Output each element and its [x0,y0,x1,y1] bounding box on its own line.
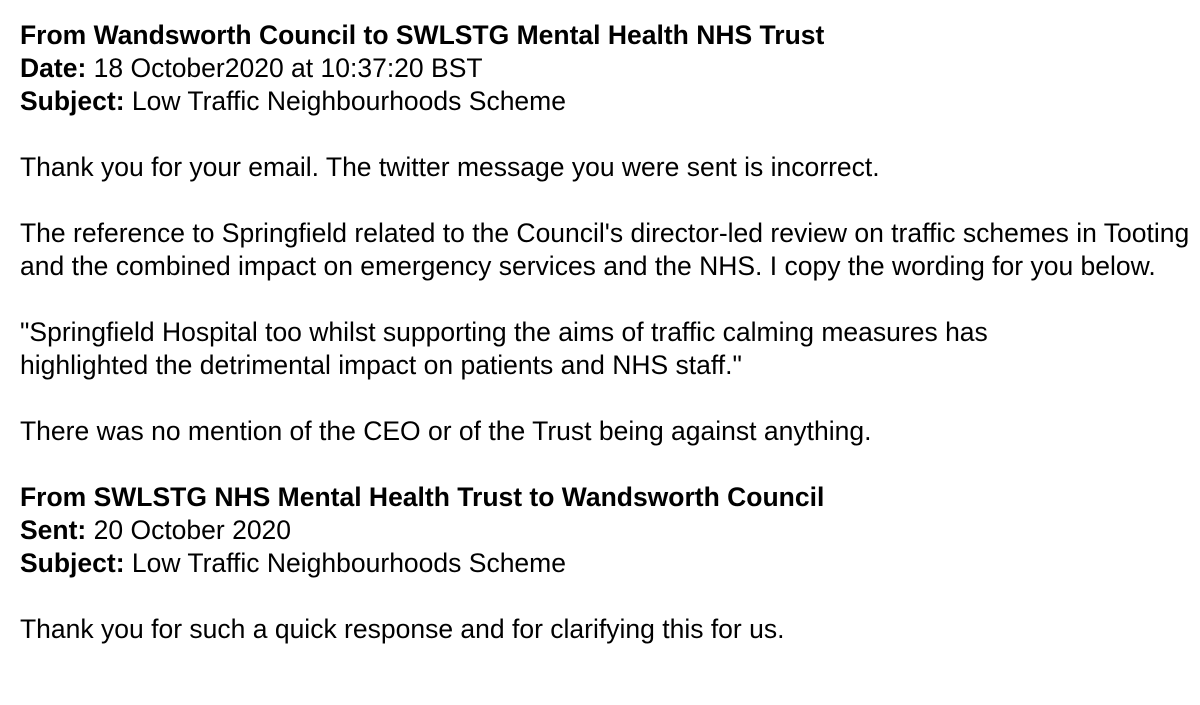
body-paragraph: There was no mention of the CEO or of the Trust being against anything. [20,416,872,446]
body-paragraph: The reference to Springfield related to the Council's director-led review on traffic schemes in Tooting and the combined impact on emergency services and the NHS. I copy the wording for you below. [20,218,1190,281]
body-paragraph: Thank you for such a quick response and for clarifying this for us. [20,614,785,644]
sent-value: 20 October 2020 [86,515,292,545]
sent-line [20,514,1195,547]
email-block-trust-reply [20,481,1195,646]
body-paragraph: Thank you for your email. The twitter message you were sent is incorrect. [20,152,880,182]
sent-label: Sent: [20,515,87,545]
subject-line [20,547,1195,580]
email-heading: From Wandsworth Council to SWLSTG Mental Health NHS Trust [20,20,825,50]
date-value: 18 October2020 at 10:37:20 BST [86,53,483,83]
date-line [20,52,1195,85]
quoted-paragraph: "Springfield Hospital too whilst supporting the aims of traffic calming measures has highlighted the detrimental impact on patients and NHS staff." [20,317,988,380]
subject-line [20,85,1195,118]
subject-label: Subject: [20,86,125,116]
subject-value: Low Traffic Neighbourhoods Scheme [124,86,566,116]
email-block-council-reply [20,19,1195,448]
email-document [20,19,1195,646]
subject-label: Subject: [20,548,125,578]
subject-value: Low Traffic Neighbourhoods Scheme [124,548,566,578]
email-heading: From SWLSTG NHS Mental Health Trust to Wandsworth Council [20,482,825,512]
date-label: Date: [20,53,87,83]
